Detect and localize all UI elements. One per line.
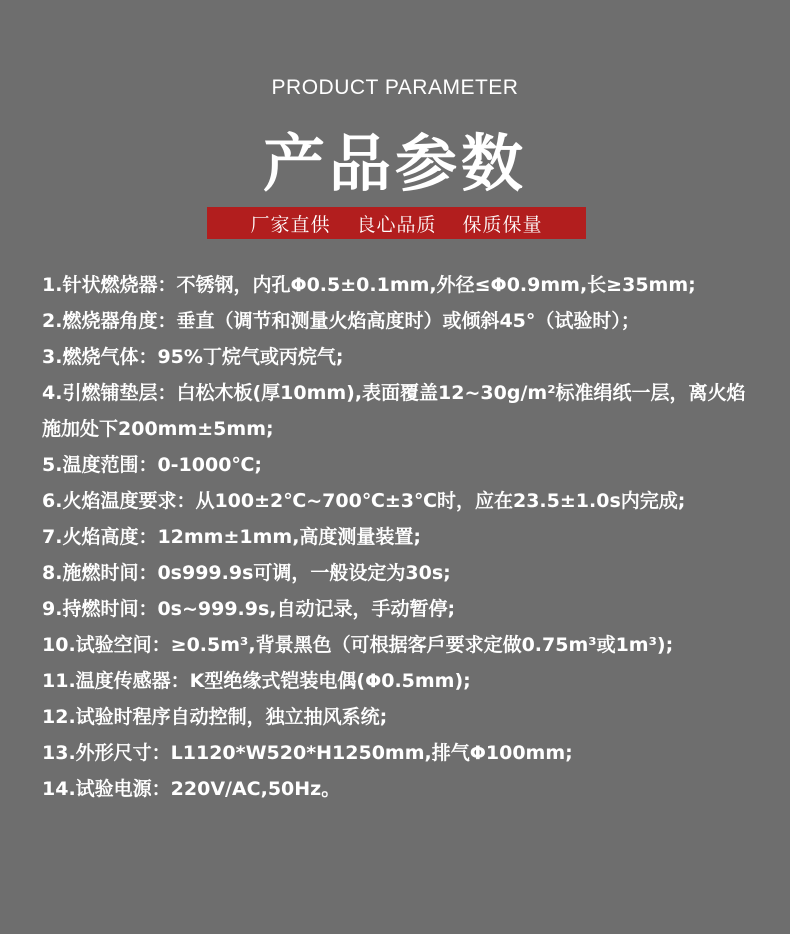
parameter-item: 3.燃烧气体：95%丁烷气或丙烷气;: [42, 346, 344, 368]
tag-quality: 良心品质: [356, 213, 437, 236]
parameter-item: 5.温度范围：0-1000℃;: [42, 454, 263, 476]
parameter-item: 14.试验电源：220V/AC,50Hz。: [42, 778, 341, 800]
parameter-item: 6.火焰温度要求：从100±2℃~700℃±3℃时，应在23.5±1.0s内完成;: [42, 490, 686, 512]
parameter-item: 4.引燃铺垫层：白松木板(厚10mm),表面覆盖12~30g/m²标准绢纸一层，离火焰施加处下200mm±5mm;: [42, 382, 746, 440]
parameter-item: 10.试验空间：≥0.5m³,背景黑色（可根据客戶要求定做0.75m³或1m³);: [42, 634, 674, 656]
tagline-banner: [207, 207, 586, 239]
tag-direct-supply: 厂家直供: [250, 213, 331, 236]
page-title: 产品参数: [262, 127, 527, 200]
parameter-item: 7.火焰高度：12mm±1mm,高度测量装置;: [42, 526, 422, 548]
parameter-item: 9.持燃时间：0s~999.9s,自动记录，手动暂停;: [42, 598, 456, 620]
parameter-item: 12.试验时程序自动控制，独立抽风系统;: [42, 706, 388, 728]
page-subtitle: PRODUCT PARAMETER: [271, 76, 519, 99]
parameter-item: 13.外形尺寸：L1120*W520*H1250mm,排气Φ100mm;: [42, 742, 573, 764]
parameter-item: 1.针状燃烧器：不锈钢，内孔Φ0.5±0.1mm,外径≤Φ0.9mm,长≥35mm;: [42, 274, 696, 296]
parameter-item: 8.施燃时间：0s999.9s可调，一般设定为30s;: [42, 562, 451, 584]
parameter-list: [42, 267, 762, 807]
parameter-item: 2.燃烧器角度：垂直（调节和测量火焰高度时）或倾斜45°（试验时）；: [42, 310, 640, 332]
parameter-item: 11.温度传感器：K型绝缘式铠装电偶(Φ0.5mm);: [42, 670, 471, 692]
tag-guarantee: 保质保量: [462, 213, 543, 236]
